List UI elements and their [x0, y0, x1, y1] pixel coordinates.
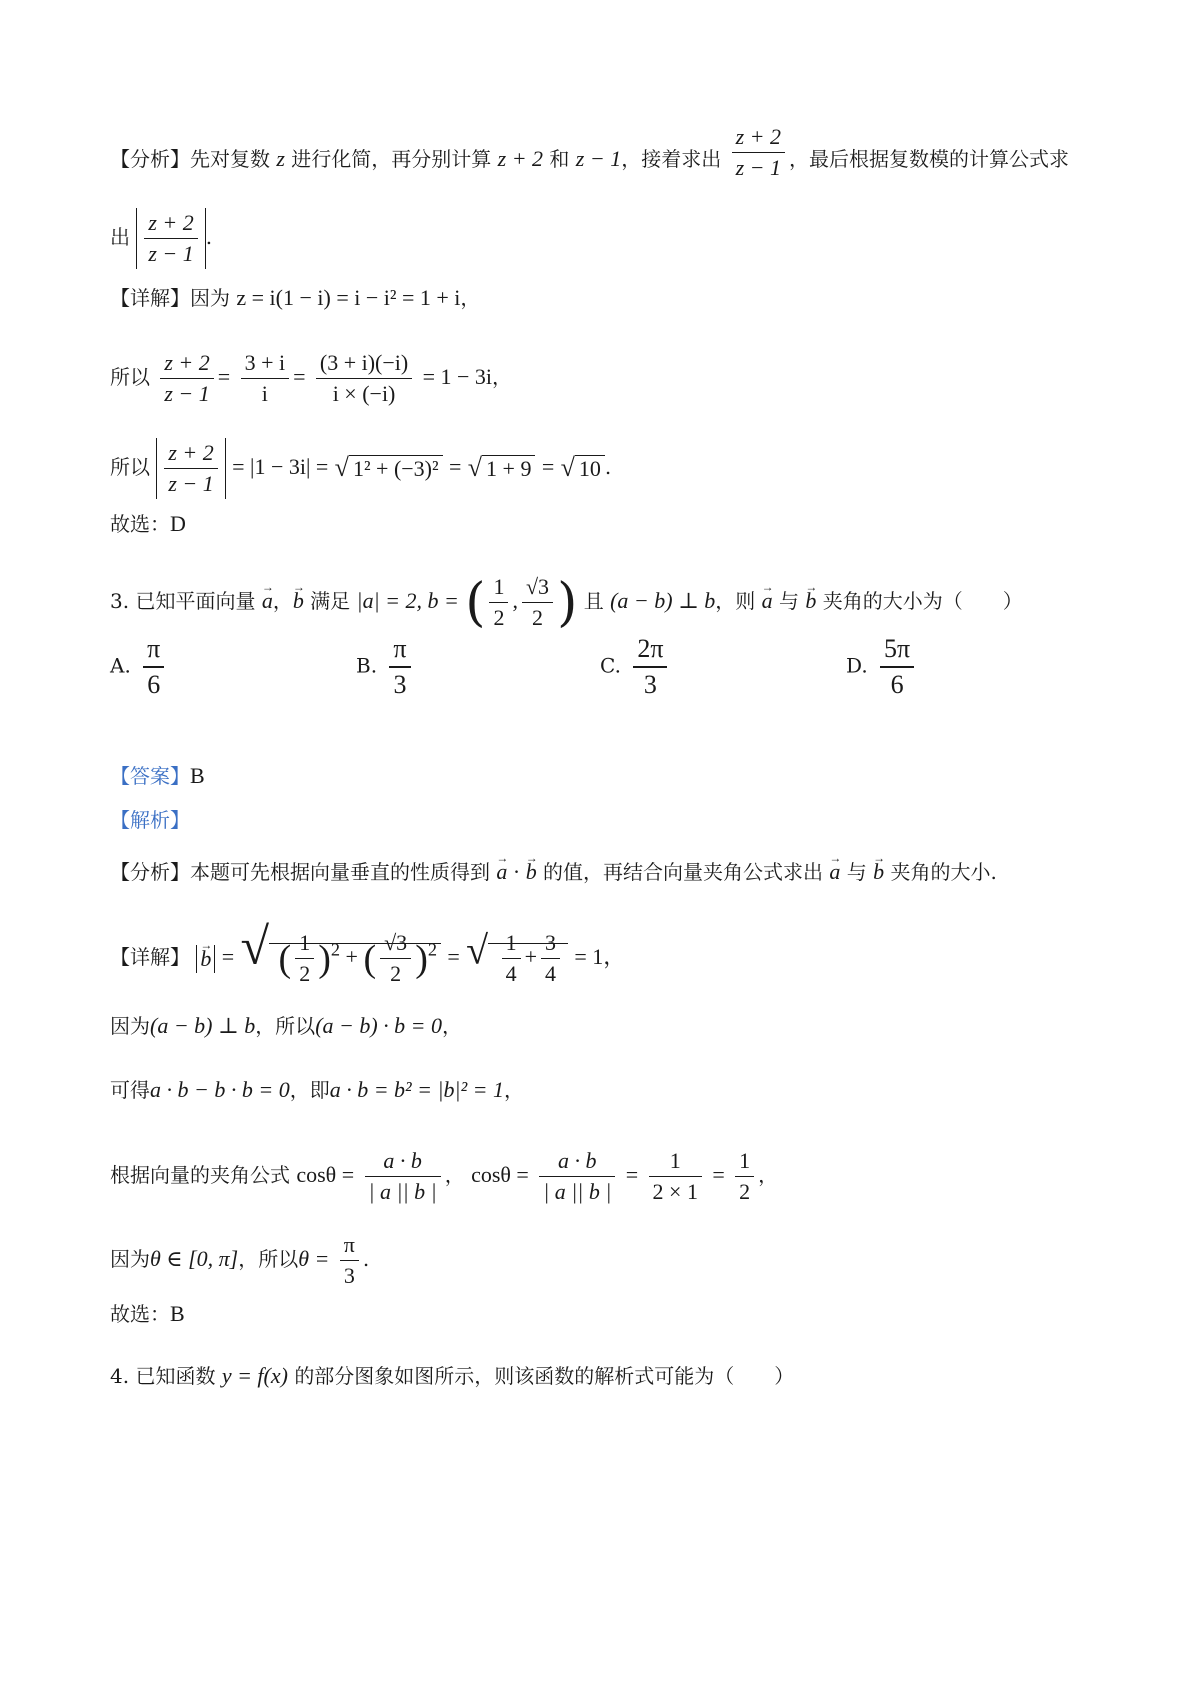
option-c[interactable]: C. $\frac{2\pi}{3}$ — [600, 632, 667, 702]
q3-line5: 因为θ ∈ [0, π]，所以θ = $\frac{\pi}{3}$ . — [110, 1232, 370, 1288]
fraction: $\frac{z + 2}{z - 1}$ — [732, 122, 785, 183]
q3-line3: 可得a · b − b · b = 0，即a · b = b² = |b|² = 1， — [110, 1077, 525, 1102]
q2-eq3-line: 所以 $\frac{z + 2}{z - 1}$ = |1 − 3i| = √ 1² + (−3)² = √ 1 + 9 = √ 10 . — [110, 438, 611, 499]
q3-final: 故选：B — [110, 1301, 185, 1326]
analysis-tag: 【分析】 — [110, 147, 190, 171]
q2-eq2-line: 所以 $\frac{z + 2}{z - 1}$ = $\frac{3 + i}{i}$ = $\frac{(3 + i)(-i)}{i \times (-i)}$ = 1 − 3i， — [110, 350, 513, 406]
q2-analysis-line: 【分析】先对复数 z 进行化简，再分别计算 z + 2 和 z − 1，接着求出 $\frac{z + 2}{z - 1}$ ，最后根据复数模的计算公式求 — [110, 138, 1069, 183]
option-a[interactable]: A. $\frac{\pi}{6}$ — [110, 632, 164, 702]
q3-line2: 因为(a − b) ⊥ b，所以(a − b) · b = 0， — [110, 1013, 463, 1038]
q2-analysis-line2: 出 $\frac{z + 2}{z - 1}$ . — [110, 208, 212, 269]
q3-jiexi: 【解析】 — [110, 808, 190, 832]
option-b[interactable]: B. $\frac{\pi}{3}$ — [356, 632, 411, 702]
q3-stem: 3. 已知平面向量 → a，→ b 满足 |a| = 2, b = ( $\frac{1}{2}$ , $\frac{√3}{2}$ ) 且 (a − b) ⊥ b，则 → a 与 → b 夹角的大小为（ ） — [110, 572, 1023, 633]
abs-value: $\frac{z + 2}{z - 1}$ — [136, 208, 205, 269]
q3-analysis: 【分析】本题可先根据向量垂直的性质得到 → a · → b 的值，再结合向量夹角公式求出 → a 与 → b 夹角的大小. — [110, 858, 997, 886]
q2-answer: 故选：D — [110, 511, 186, 536]
option-d[interactable]: D. $\frac{5\pi}{6}$ — [846, 632, 914, 702]
q2-detail-line: 【详解】因为 z = i(1 − i) = i − i² = 1 + i， — [110, 285, 481, 310]
q3-line4: 根据向量的夹角公式 cosθ = $\frac{a \cdot b}{| a || b |}$ ， cosθ = $\frac{a \cdot b}{| a || b |}$ = $\frac{1}{2 \times 1}$ = $\frac{1}{2}$ ， — [110, 1148, 779, 1204]
q3-detail: 【详解】 → b = √ ( $\frac{1}{2}$ )$^2$ + ( $\frac{√3}{2}$ )$^2$ = √ $\frac{1}{4}$ + $\frac{3}{4}$ = 1， — [110, 928, 625, 989]
sqrt: √ 1² + (−3)² — [335, 454, 443, 483]
q4-stem: 4. 已知函数 y = f(x) 的部分图象如图所示，则该函数的解析式可能为（ ） — [110, 1363, 795, 1388]
q3-answer: 【答案】B — [110, 763, 205, 788]
